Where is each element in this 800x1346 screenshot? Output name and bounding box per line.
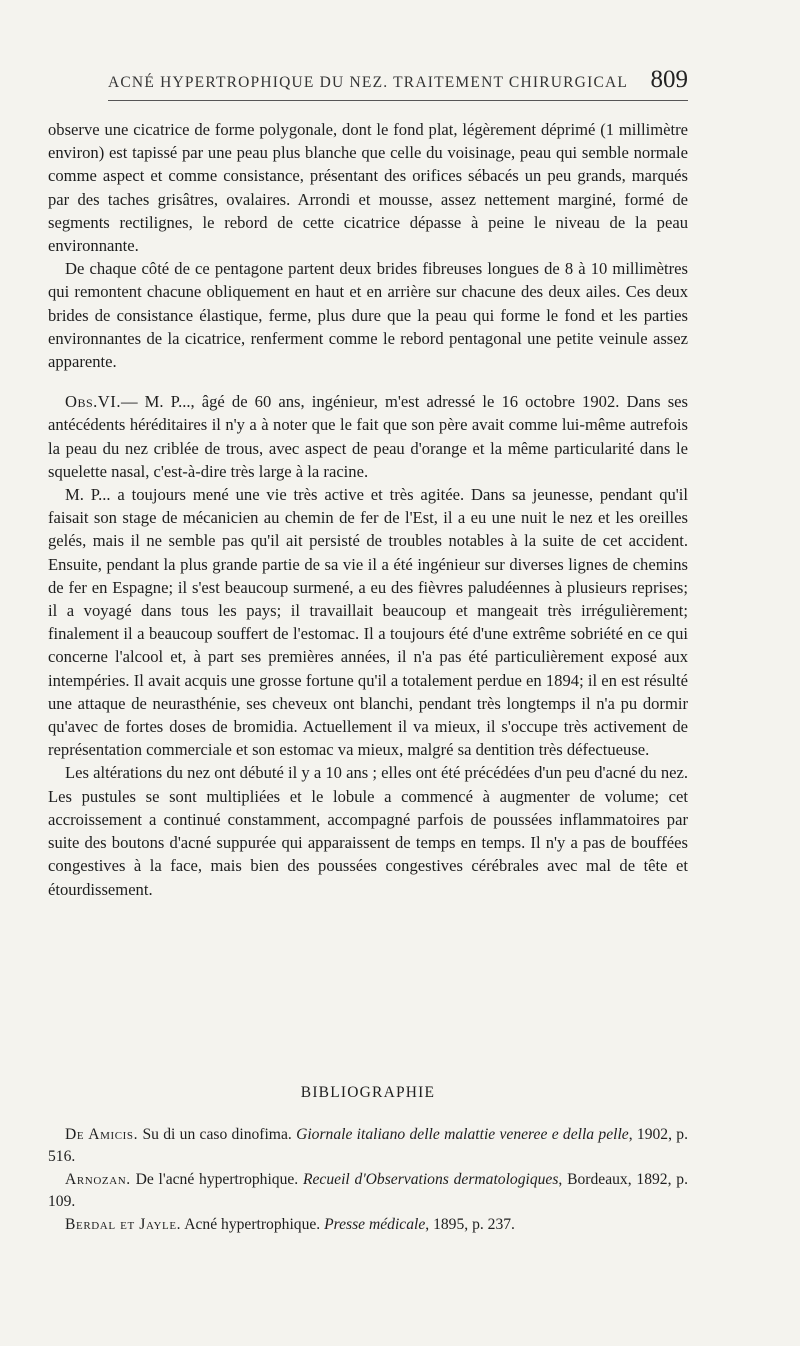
body-text: [48, 118, 688, 901]
entry-title: Acné hypertrophique.: [181, 1215, 325, 1233]
bibliography-entry: [48, 1124, 688, 1169]
observation-paragraph: [48, 390, 688, 483]
entry-journal: Giornale italiano delle malattie veneree e della pelle: [296, 1126, 629, 1143]
observation-label: Obs.VI.: [65, 392, 121, 412]
running-title: ACNÉ HYPERTROPHIQUE DU NEZ. TRAITEMENT CHIRURGICAL: [108, 74, 629, 91]
header-rule: [108, 100, 688, 101]
bibliography-entry: [48, 1214, 688, 1236]
entry-title: Su di un caso dinofima.: [138, 1126, 297, 1143]
running-header: [108, 58, 688, 92]
entry-details: , Bordeaux, 1892, p. 109.: [48, 1170, 688, 1211]
paragraph: M. P... a toujours mené une vie très active et très agitée. Dans sa jeunesse, pendant qu'il faisait son stage de mécanicien au chemin de fer de l'Est, il a eu une nuit le nez et les oreilles gelés, mais il ne semble pas qu'il ait persisté de troubles notables à la suite de cet accident. Ensuite, pendant la plus grande partie de sa vie il a été ingénieur sur diverses lignes de chemins de fer en Espagne; il s'est beaucoup surmené, a eu des fièvres paludéennes à plusieurs reprises; il a voyagé dans tous les pays; il travaillait beaucoup et mangeait très irrégulièrement; finalement il a beaucoup souffert de l'estomac. Il a toujours été d'une extrême sobriété en ce qui concerne l'alcool et, à part ses premières années, il n'a pas été particulièrement exposé aux intempéries. Il avait acquis une grosse fortune qu'il a totalement perdue en 1894; il en est résulté une attaque de neurasthénie, ses cheveux ont blanchi, pendant très longtemps il n'a pu dormir qu'avec de fortes doses de bromidia. Actuellement il va mieux, il s'occupe très activement de représentation commerciale et son estomac va mieux, malgré sa dentition très défectueuse.: [48, 485, 688, 760]
observation-text: — M. P..., âgé de 60 ans, ingénieur, m'est adressé le 16 octobre 1902. Dans ses antécédents héréditaires il n'y a à noter que le fait que son père avait comme lui-même autrefois la peau du nez criblée de trous, avec aspect de peau d'orange et la même particularité dans le squelette nasal, c'est-à-dire très large à la racine.: [48, 392, 688, 481]
entry-author: De Amicis.: [65, 1126, 139, 1143]
entry-journal: Recueil d'Observations dermatologiques: [302, 1170, 559, 1188]
page-number: 809: [650, 66, 688, 93]
paragraph: observe une cicatrice de forme polygonale, dont le fond plat, légèrement déprimé (1 millimètre environ) est tapissé par une peau plus blanche que celle du voisinage, peau qui semble normale comme aspect et comme consistance, présentant des orifices sébacés un peu grands, marqués par des taches grisâtres, ovalaires. Arrondi et mousse, assez nettement marginé, formé de segments rectilignes, le rebord de cette cicatrice dépasse à peine le niveau de la peau environnante.: [48, 120, 688, 256]
bibliography-heading: BIBLIOGRAPHIE: [300, 1084, 436, 1101]
entry-title: De l'acné hypertrophique.: [130, 1170, 303, 1188]
bibliography-list: [48, 1124, 688, 1236]
entry-author: Berdal et Jayle.: [65, 1215, 182, 1233]
entry-author: Arnozan.: [65, 1170, 131, 1188]
paragraph: Les altérations du nez ont débuté il y a 10 ans ; elles ont été précédées d'un peu d'acné du nez. Les pustules se sont multipliées et le lobule a commencé à augmenter de volume; cet accroissement a continué constamment, accompagné parfois de poussées inflammatoires par suite des boutons d'acné suppurée qui apparaissent de temps en temps. Il n'y a pas de bouffées congestives à la face, mais bien des poussées congestives cérébrales avec mal de tête et étourdissement.: [48, 763, 688, 899]
entry-details: , 1895, p. 237.: [425, 1215, 515, 1233]
entry-journal: Presse médicale: [324, 1215, 426, 1233]
bibliography-entry: [48, 1169, 688, 1214]
paragraph: De chaque côté de ce pentagone partent deux brides fibreuses longues de 8 à 10 millimètres qui remontent chacune obliquement en haut et en arrière sur chacune des deux ailes. Ces deux brides de consistance élastique, ferme, plus dure que la peau qui forme le fond et les parties environnantes de la cicatrice, renferment comme le rebord pentagonal une petite veinule assez apparente.: [48, 259, 688, 372]
entry-details: , 1902, p. 516.: [48, 1126, 688, 1166]
